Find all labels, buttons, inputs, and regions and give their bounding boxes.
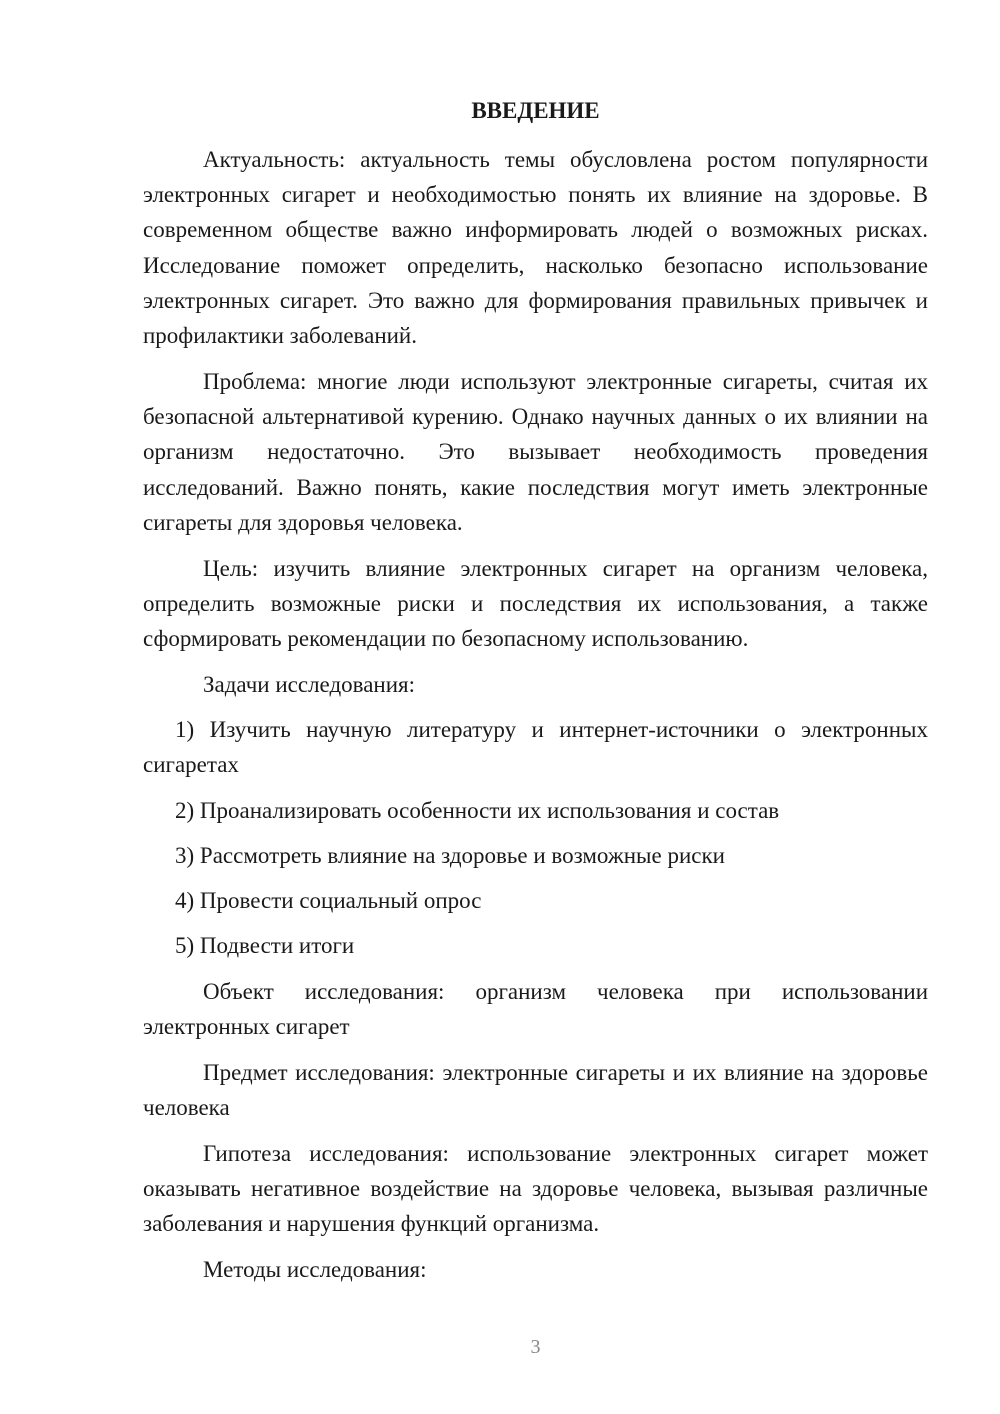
paragraph-relevance: Актуальность: актуальность темы обусловлена ростом популярности электронных сигарет и необходимостью понять их влияние на здоровье. В современном обществе важно информировать людей о возможных рисках. Исследование поможет определить, насколько безопасно использование электронных сигарет. Это важно для формирования правильных привычек и профилактики заболеваний. — [143, 147, 928, 349]
paragraph-hypothesis: Гипотеза исследования: использование электронных сигарет может оказывать негативное воздействие на здоровье человека, вызывая различные заболевания и нарушения функций организма. — [143, 1141, 928, 1237]
paragraph-object: Объект исследования: организм человека при использовании электронных сигарет — [143, 979, 928, 1040]
paragraph-problem: Проблема: многие люди используют электронные сигареты, считая их безопасной альтернативой курению. Однако научных данных о их влиянии на организм недостаточно. Это вызывает необходимость проведения исследований. Важно понять, какие последствия могут иметь электронные сигареты для здоровья человека. — [143, 369, 928, 535]
page-title: ВВЕДЕНИЕ — [471, 98, 600, 123]
list-item: 4) Провести социальный опрос — [175, 888, 482, 913]
tasks-title: Задачи исследования: — [203, 672, 416, 697]
paragraph-goal: Цель: изучить влияние электронных сигарет на организм человека, определить возможные риски и последствия их использования, а также сформировать рекомендации по безопасному использованию. — [143, 556, 928, 652]
list-item: 5) Подвести итоги — [175, 933, 355, 958]
document-page — [143, 0, 928, 1414]
page-number: 3 — [530, 1336, 541, 1358]
list-item: 3) Рассмотреть влияние на здоровье и возможные риски — [175, 843, 725, 868]
paragraph-subject: Предмет исследования: электронные сигареты и их влияние на здоровье человека — [143, 1060, 928, 1121]
list-item: 1) Изучить научную литературу и интернет-источники о электронных сигаретах — [143, 717, 928, 778]
list-item: 2) Проанализировать особенности их использования и состав — [175, 798, 780, 823]
methods-title: Методы исследования: — [203, 1257, 427, 1282]
